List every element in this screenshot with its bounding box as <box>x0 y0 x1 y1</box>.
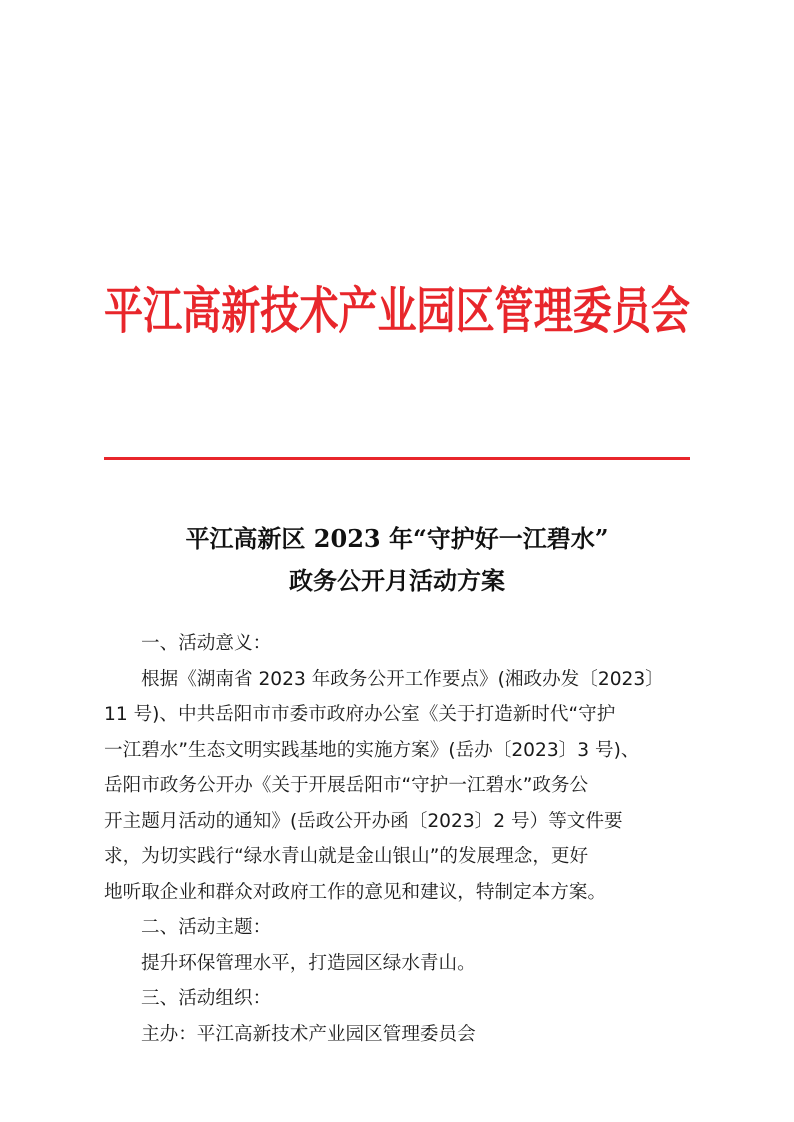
document-title-line2: 政务公开月活动方案 <box>289 566 505 595</box>
significance-paragraph-line: 开主题月活动的通知》(岳政公开办函〔2023〕2 号）等文件要 <box>104 810 623 832</box>
significance-paragraph-line: 根据《湖南省 2023 年政务公开工作要点》(湘政办发〔2023〕 <box>141 668 664 690</box>
document-title-line1: 平江高新区 2023 年“守护好一江碧水” <box>185 524 609 553</box>
theme-text: 提升环保管理水平，打造园区绿水青山。 <box>141 952 476 974</box>
section-heading-organization: 三、活动组织： <box>141 988 272 1009</box>
significance-paragraph-line: 一江碧水”生态文明实践基地的实施方案》(岳办〔2023〕3 号)、 <box>104 739 640 761</box>
section-heading-theme: 二、活动主题： <box>141 917 272 938</box>
significance-paragraph-line: 求，为切实践行“绿水青山就是金山银山”的发展理念，更好 <box>104 846 589 867</box>
red-header-organization: 平江高新技术产业园区管理委员会 <box>104 282 690 341</box>
document-body <box>104 626 690 1052</box>
document-title <box>96 518 698 602</box>
significance-paragraph-line: 岳阳市政务公开办《关于开展岳阳市“守护一江碧水”政务公 <box>104 775 589 796</box>
significance-paragraph-line: 11 号)、中共岳阳市市委市政府办公室《关于打造新时代“守护 <box>104 704 616 725</box>
organizer-text: 主办：平江高新技术产业园区管理委员会 <box>141 1023 476 1045</box>
red-divider-line <box>104 457 690 460</box>
section-heading-significance: 一、活动意义： <box>141 633 272 654</box>
significance-paragraph-line: 地听取企业和群众对政府工作的意见和建议，特制定本方案。 <box>104 881 607 903</box>
